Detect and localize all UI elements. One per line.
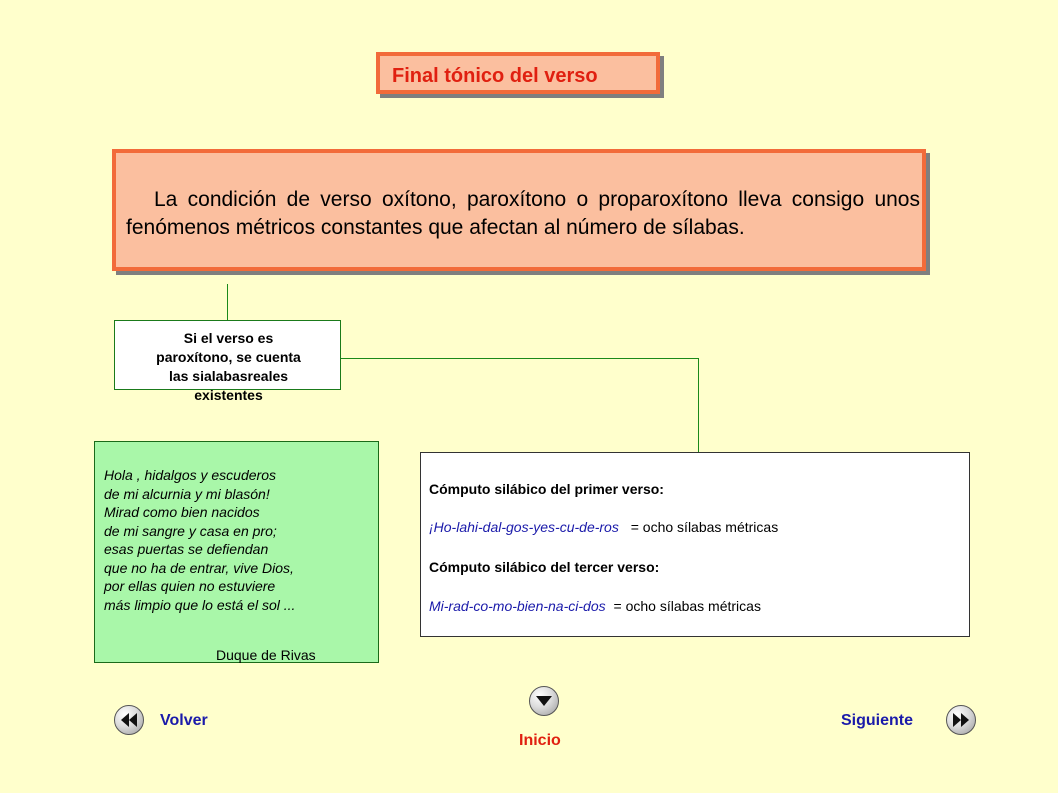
rule-line: existentes bbox=[194, 387, 263, 403]
poem-box bbox=[94, 441, 379, 663]
poem-line: de mi sangre y casa en pro; bbox=[104, 522, 277, 539]
third-verse-result: = ocho sílabas métricas bbox=[613, 598, 761, 614]
poem-line: Hola , hidalgos y escuderos bbox=[104, 467, 276, 483]
intro-text: La condición de verso oxítono, paroxítono o proparoxítono lleva consigo unos fenómenos métricos constantes que afectan al número de sílabas. bbox=[126, 188, 920, 239]
third-verse-heading: Cómputo silábico del tercer verso: bbox=[429, 559, 660, 575]
third-verse-syllables: Mi-rad-co-mo-bien-na-ci-dos bbox=[429, 598, 606, 614]
rule-box bbox=[114, 320, 341, 403]
rule-line: Si el verso es bbox=[183, 330, 274, 346]
home-button[interactable] bbox=[529, 686, 559, 716]
poem-author: Duque de Rivas bbox=[216, 647, 316, 663]
poem-line: esas puertas se defiendan bbox=[104, 541, 269, 557]
chevron-down-icon bbox=[536, 695, 552, 707]
poem-lines bbox=[104, 466, 295, 614]
next-link[interactable]: Siguiente bbox=[841, 712, 914, 729]
third-verse-computation bbox=[429, 598, 761, 614]
home-link[interactable]: Inicio bbox=[519, 732, 561, 749]
first-verse-heading: Cómputo silábico del primer verso: bbox=[429, 481, 664, 497]
poem-line: más limpio que lo está el sol ... bbox=[104, 596, 296, 613]
connector-line-vertical-right bbox=[698, 358, 699, 452]
rule-text bbox=[115, 329, 342, 405]
poem-line: por ellas quien no estuviere bbox=[104, 578, 276, 594]
first-verse-computation bbox=[429, 519, 778, 535]
poem-line: que no ha de entrar, vive Dios, bbox=[104, 559, 294, 576]
back-link[interactable]: Volver bbox=[160, 712, 208, 729]
rule-line: las sialabasreales bbox=[168, 368, 289, 384]
page-title: Final tónico del verso bbox=[392, 65, 598, 87]
computo-box bbox=[420, 452, 970, 637]
poem-line: de mi alcurnia y mi blasón! bbox=[104, 485, 270, 502]
back-button[interactable] bbox=[114, 705, 144, 735]
connector-line-vertical-left bbox=[227, 284, 228, 320]
page-title-box bbox=[376, 52, 660, 94]
rewind-icon bbox=[120, 713, 138, 727]
fast-forward-icon bbox=[952, 713, 970, 727]
rule-line: paroxítono, se cuenta bbox=[156, 349, 301, 365]
first-verse-result: = ocho sílabas métricas bbox=[630, 519, 779, 535]
poem-line: Mirad como bien nacidos bbox=[104, 504, 260, 520]
next-button[interactable] bbox=[946, 705, 976, 735]
connector-line-horizontal bbox=[341, 358, 699, 359]
intro-box bbox=[112, 149, 926, 271]
first-verse-syllables: ¡Ho-lahi-dal-gos-yes-cu-de-ros bbox=[429, 519, 619, 535]
